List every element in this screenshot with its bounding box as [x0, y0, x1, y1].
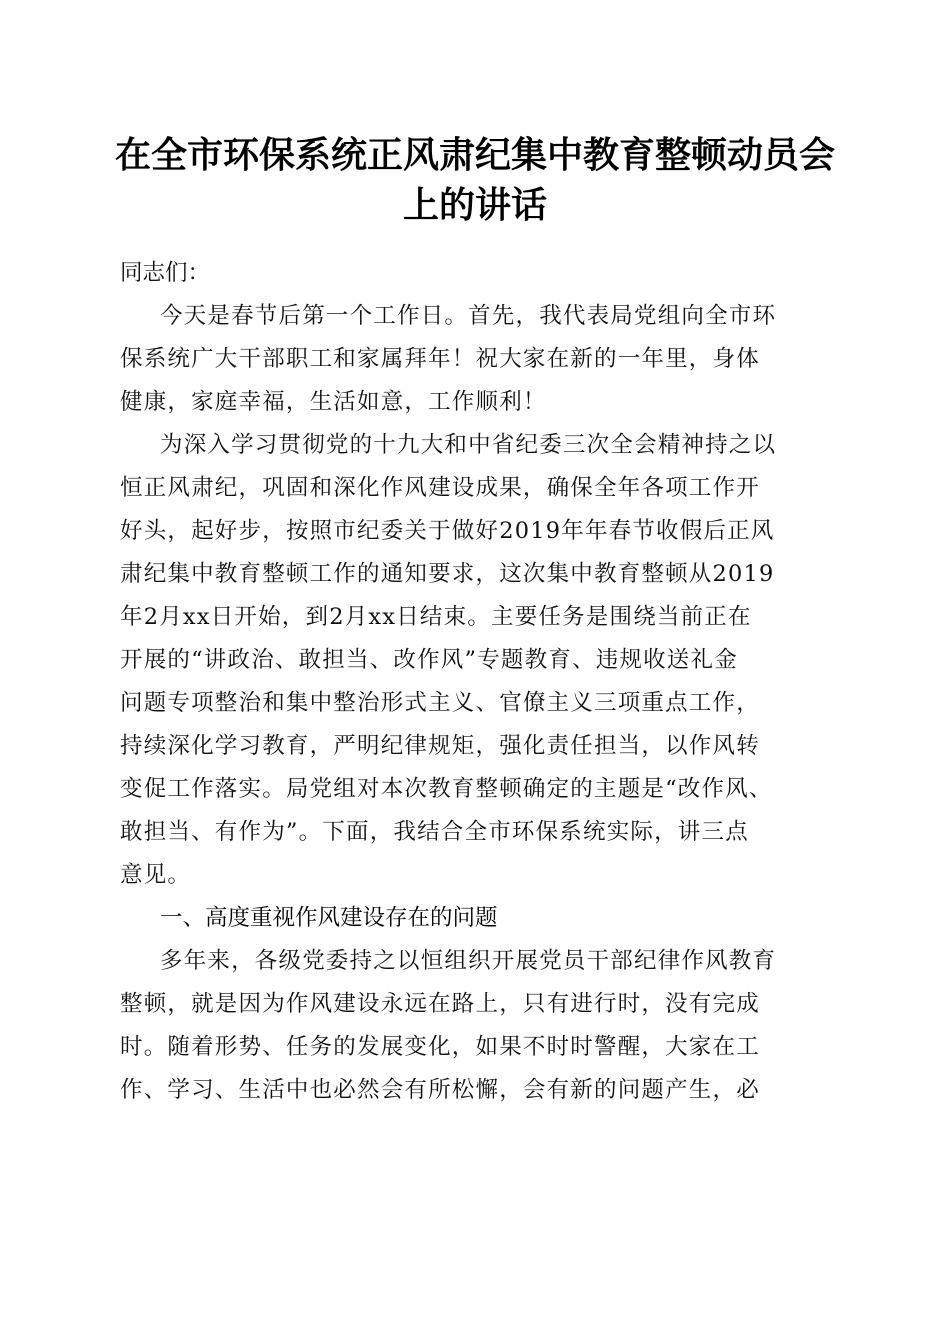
text-line: 好头，起好步，按照市纪委关于做好2019年年春节收假后正风: [120, 518, 775, 544]
text-line: 时。随着形势、任务的发展变化，如果不时时警醒，大家在工: [120, 1034, 760, 1060]
document-body: [120, 252, 830, 1112]
title-line: 上的讲话: [402, 184, 547, 226]
paragraph-purpose: [120, 424, 830, 897]
text-line: 意见。: [120, 862, 192, 888]
text-line: 恒正风肃纪，巩固和深化作风建设成果，确保全年各项工作开: [120, 475, 760, 501]
text-line: 健康，家庭幸福，生活如意，工作顺利！: [120, 389, 547, 415]
section-heading: 一、高度重视作风建设存在的问题: [160, 905, 498, 931]
text-line: 变促工作落实。局党组对本次教育整顿确定的主题是“改作风、: [120, 776, 773, 802]
text-line: 为深入学习贯彻党的十九大和中省纪委三次全会精神持之以: [160, 432, 777, 458]
text-line: 整顿，就是因为作风建设永远在路上，只有进行时，没有完成: [120, 991, 760, 1017]
text-line: 开展的“讲政治、敢担当、改作风”专题教育、违规收送礼金: [120, 647, 738, 673]
text-line: 多年来，各级党委持之以恒组织开展党员干部纪律作风教育: [160, 948, 777, 974]
title-line: 在全市环保系统正风肃纪集中教育整顿动员会: [114, 134, 835, 176]
text-line: 作、学习、生活中也必然会有所松懈，会有新的问题产生，必: [120, 1077, 760, 1103]
paragraph-section-one: [120, 940, 830, 1112]
text-line: 保系统广大干部职工和家属拜年！祝大家在新的一年里，身体: [120, 346, 760, 372]
text-line: 今天是春节后第一个工作日。首先，我代表局党组向全市环: [160, 303, 777, 329]
paragraph-greeting: [120, 295, 830, 424]
text-line: 敢担当、有作为”。下面，我结合全市环保系统实际，讲三点: [120, 819, 749, 845]
text-line: 问题专项整治和集中整治形式主义、官僚主义三项重点工作，: [120, 690, 760, 716]
text-line: 年2月xx日开始，到2月xx日结束。主要任务是围绕当前正在: [120, 604, 752, 630]
salutation: 同志们：: [120, 260, 211, 286]
document-title: [100, 130, 850, 230]
text-line: 持续深化学习教育，严明纪律规矩，强化责任担当，以作风转: [120, 733, 760, 759]
text-line: 肃纪集中教育整顿工作的通知要求，这次集中教育整顿从2019: [120, 561, 775, 587]
